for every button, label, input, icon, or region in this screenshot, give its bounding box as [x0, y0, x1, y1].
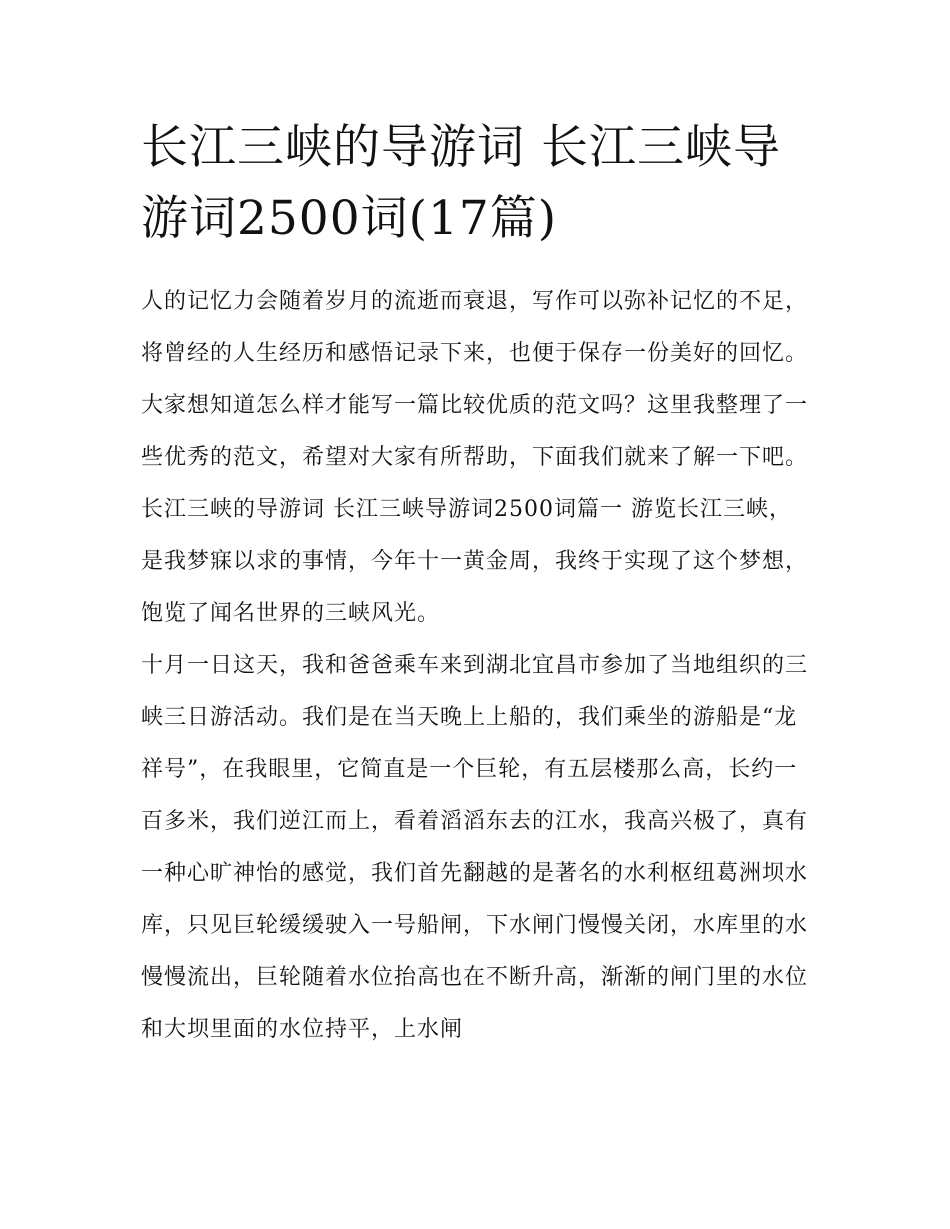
document-title [141, 112, 811, 254]
essay-paragraph-2: 十月一日这天，我和爸爸乘车来到湖北宜昌市参加了当地组织的三峡三日游活动。我们是在当天晚上上船的，我们乘坐的游船是“龙祥号”，在我眼里，它简直是一个巨轮，有五层楼那么高，长约一百多米，我们逆江而上，看着滔滔东去的江水，我高兴极了，真有一种心旷神怡的感觉，我们首先翻越的是著名的水利枢纽葛洲坝水库，只见巨轮缓缓驶入一号船闸，下水闸门慢慢关闭，水库里的水慢慢流出，巨轮随着水位抬高也在不断升高，渐渐的闸门里的水位和大坝里面的水位持平，上水闸 [141, 653, 809, 1042]
intro-paragraph: 人的记忆力会随着岁月的流逝而衰退，写作可以弥补记忆的不足，将曾经的人生经历和感悟记录下来，也便于保存一份美好的回忆。大家想知道怎么样才能写一篇比较优质的范文吗？这里我整理了一些优秀的范文，希望对大家有所帮助，下面我们就来了解一下吧。 [141, 289, 809, 470]
title-line-2: 游词2500词(17篇) [141, 191, 558, 246]
essay-paragraph-1: 长江三峡的导游词 长江三峡导游词2500词篇一 游览长江三峡，是我梦寐以求的事情，今年十一黄金周，我终于实现了这个梦想，饱览了闻名世界的三峡风光。 [141, 497, 809, 626]
document-page [141, 112, 811, 1056]
title-line-1: 长江三峡的导游词 长江三峡导 [141, 120, 781, 175]
